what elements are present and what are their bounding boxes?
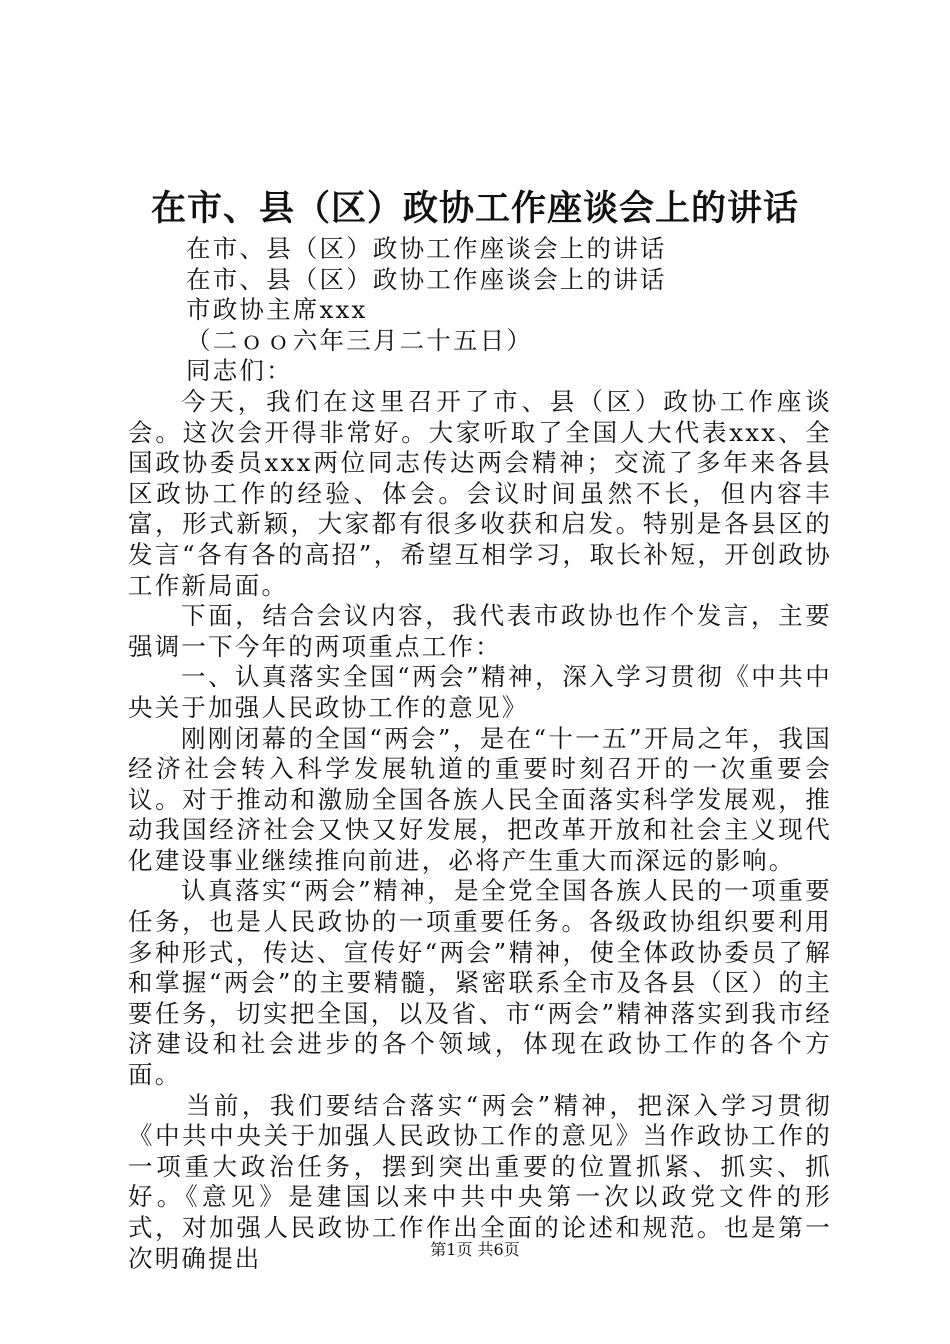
subtitle-line: 在市、县（区）政协工作座谈会上的讲话: [186, 264, 667, 294]
body-paragraph: 今天，我们在这里召开了市、县（区）政协工作座谈会。这次会开得非常好。大家听取了全国人大代表xxx、全国政协委员xxx两位同志传达两会精神；交流了多年来各县区政协工作的经验、体会。会议时间虽然不长，但内容丰富，形式新颖，大家都有很多收获和启发。特别是各县区的发言“各有各的高招”，希望互相学习，取长补短，开创政协工作新局面。: [128, 386, 832, 600]
page-footer: 第1页 共6页: [430, 1240, 520, 1259]
body-paragraph: 当前，我们要结合落实“两会”精神，把深入学习贯彻《中共中央关于加强人民政协工作的意见》当作政协工作的一项重大政治任务，摆到突出重要的位置抓紧、抓实、抓好。《意见》是建国以来中共中央第一次以政党文件的形式，对加强人民政协工作作出全面的论述和规范。也是第一次明确提出: [128, 1090, 832, 1273]
salutation-line: 同志们：: [186, 356, 293, 386]
subtitle-line: 在市、县（区）政协工作座谈会上的讲话: [186, 234, 667, 263]
body-paragraph: 认真落实“两会”精神，是全党全国各族人民的一项重要任务，也是人民政协的一项重要任务。各级政协组织要利用多种形式，传达、宣传好“两会”精神，使全体政协委员了解和掌握“两会”的主要精髓，紧密联系全市及各县（区）的主要任务，切实把全国，以及省、市“两会”精神落实到我市经济建设和社会进步的各个领域，体现在政协工作的各个方面。: [128, 876, 832, 1090]
body-paragraph: 下面，结合会议内容，我代表市政协也作个发言，主要强调一下今年的两项重点工作：: [128, 601, 832, 661]
document-body: [128, 234, 832, 1274]
document-title: 在市、县（区）政协工作座谈会上的讲话: [150, 188, 799, 229]
section-heading: 一、认真落实全国“两会”精神，深入学习贯彻《中共中央关于加强人民政协工作的意见》: [128, 662, 832, 722]
date-line: （二ｏｏ六年三月二十五日）: [186, 325, 534, 355]
author-line: 市政协主席xxx: [186, 295, 368, 325]
body-paragraph: 刚刚闭幕的全国“两会”，是在“十一五”开局之年，我国经济社会转入科学发展轨道的重要时刻召开的一次重要会议。对于推动和激励全国各族人民全面落实科学发展观，推动我国经济社会又快又好发展，把改革开放和社会主义现代化建设事业继续推向前进，必将产生重大而深远的影响。: [128, 723, 832, 875]
